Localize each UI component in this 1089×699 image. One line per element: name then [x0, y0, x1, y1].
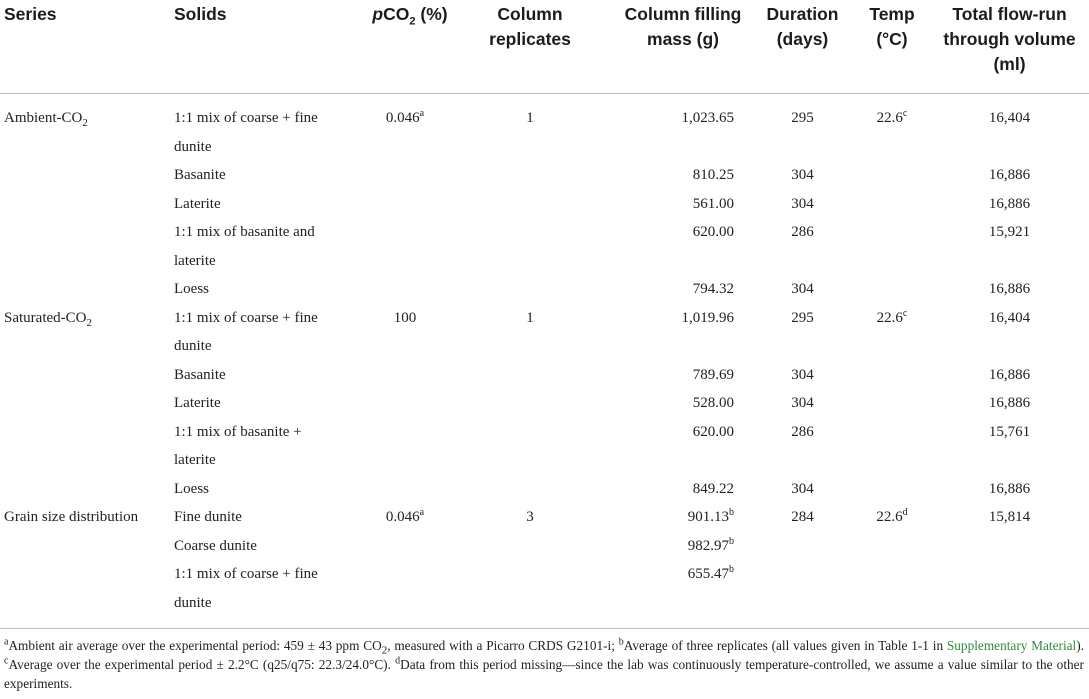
mass-cell: 789.69	[692, 366, 734, 383]
supplementary-link[interactable]: Supplementary Material	[946, 638, 1077, 653]
header-divider	[0, 93, 1089, 94]
solids-cell-cont: dunite	[174, 338, 212, 354]
solids-cell-cont: dunite	[174, 138, 212, 155]
solids-cell-cont: laterite	[174, 252, 216, 269]
replicates-cell: 3	[526, 509, 534, 525]
replicates-cell: 1	[526, 110, 534, 126]
duration-cell: 286	[791, 423, 814, 440]
duration-cell: 304	[791, 366, 814, 383]
flow-cell: 16,886	[988, 281, 1031, 297]
mass-cell: 1,023.65	[681, 110, 734, 126]
mass-cell: 528.00	[692, 395, 734, 411]
solids-cell: Laterite	[174, 395, 221, 411]
duration-cell: 304	[791, 480, 814, 497]
mass-cell: 982.97$^b$	[687, 535, 734, 554]
duration-cell: 304	[791, 167, 814, 183]
mass-cell: 901.13$^b$	[687, 507, 734, 525]
pco2-cell: 100	[393, 309, 417, 326]
solids-cell: Loess	[174, 281, 209, 297]
duration-cell: 286	[791, 224, 814, 240]
duration-cell: 304	[791, 395, 814, 411]
solids-cell: 1:1 mix of basanite and	[174, 224, 315, 240]
pco2-cell: 0.046$^a$	[385, 507, 425, 525]
flow-cell: 16,404	[988, 309, 1031, 326]
footer-divider	[0, 628, 1089, 629]
solids-cell: 1:1 mix of coarse + fine	[174, 110, 318, 126]
pco2-cell: 0.046$^a$	[385, 108, 425, 126]
solids-cell: 1:1 mix of basanite +	[174, 423, 302, 440]
header-replicates: Column replicates	[489, 4, 571, 49]
header-mass: Column filling mass (g)	[624, 4, 742, 49]
flow-cell: 16,404	[988, 110, 1031, 126]
series-label: Grain size distribution	[4, 509, 139, 525]
flow-cell: 15,814	[988, 509, 1031, 525]
solids-cell: Laterite	[174, 195, 221, 212]
mass-cell: 620.00	[692, 224, 734, 240]
header-solids: Solids	[174, 4, 227, 24]
duration-cell: 284	[791, 509, 814, 525]
solids-cell: 1:1 mix of coarse + fine	[174, 309, 318, 326]
header-flow: Total flow-run through volume (ml)	[943, 4, 1076, 74]
solids-cell-cont: laterite	[174, 452, 216, 468]
mass-cell: 849.22	[692, 480, 734, 497]
series-label: Saturated-$CO_2$	[4, 309, 92, 329]
temp-cell: 22.6$^c$	[876, 108, 908, 126]
temp-cell: 22.6$^d$	[876, 507, 908, 525]
header-series: Series	[4, 4, 57, 24]
solids-cell: Coarse dunite	[174, 537, 257, 554]
mass-cell: 561.00	[692, 195, 734, 212]
flow-cell: 15,921	[988, 224, 1031, 240]
header-temp: Temp (°C)	[869, 4, 915, 49]
flow-cell: 16,886	[988, 366, 1031, 383]
solids-cell-cont: dunite	[174, 594, 212, 611]
series-label: Ambient-$CO_2$	[4, 110, 88, 129]
flow-cell: 16,886	[988, 395, 1031, 411]
solids-cell: Fine dunite	[174, 509, 242, 525]
mass-cell: 794.32	[692, 281, 734, 297]
flow-cell: 16,886	[988, 167, 1031, 183]
solids-cell: Loess	[174, 480, 209, 497]
mass-cell: 810.25	[692, 167, 734, 183]
mass-cell: 1,019.96	[681, 309, 734, 326]
solids-cell: Basanite	[174, 366, 226, 383]
duration-cell: 295	[791, 309, 814, 326]
mass-cell: 620.00	[692, 423, 734, 440]
duration-cell: 304	[791, 195, 814, 212]
solids-cell: 1:1 mix of coarse + fine	[174, 566, 318, 582]
replicates-cell: 1	[526, 309, 534, 326]
solids-cell: Basanite	[174, 167, 226, 183]
flow-cell: 15,761	[988, 423, 1031, 440]
footnotes: $^a$Ambient air average over the experimental period: 459 ± 43 ppm $CO_2$, measured with a Picarro CRDS G2101-i; $^b$Average of three replicates (all values given in Table 1-1 in Supplementary Material). $^c$Average over the experimental period ± 2.2°C (q25/q75: 22.3/24.0°C). $^d$Data from this period missing—since the lab was continuously temperature-controlled, we assume a value similar to the other experiments.	[4, 636, 1084, 691]
duration-cell: 295	[791, 110, 814, 126]
temp-cell: 22.6$^c$	[876, 307, 908, 326]
duration-cell: 304	[791, 281, 814, 297]
mass-cell: 655.47$^b$	[687, 564, 734, 582]
flow-cell: 16,886	[988, 480, 1031, 497]
header-duration: Duration (days)	[766, 4, 839, 49]
flow-cell: 16,886	[988, 195, 1031, 212]
header-pco2: pCO$_2$ (%)	[372, 4, 448, 28]
